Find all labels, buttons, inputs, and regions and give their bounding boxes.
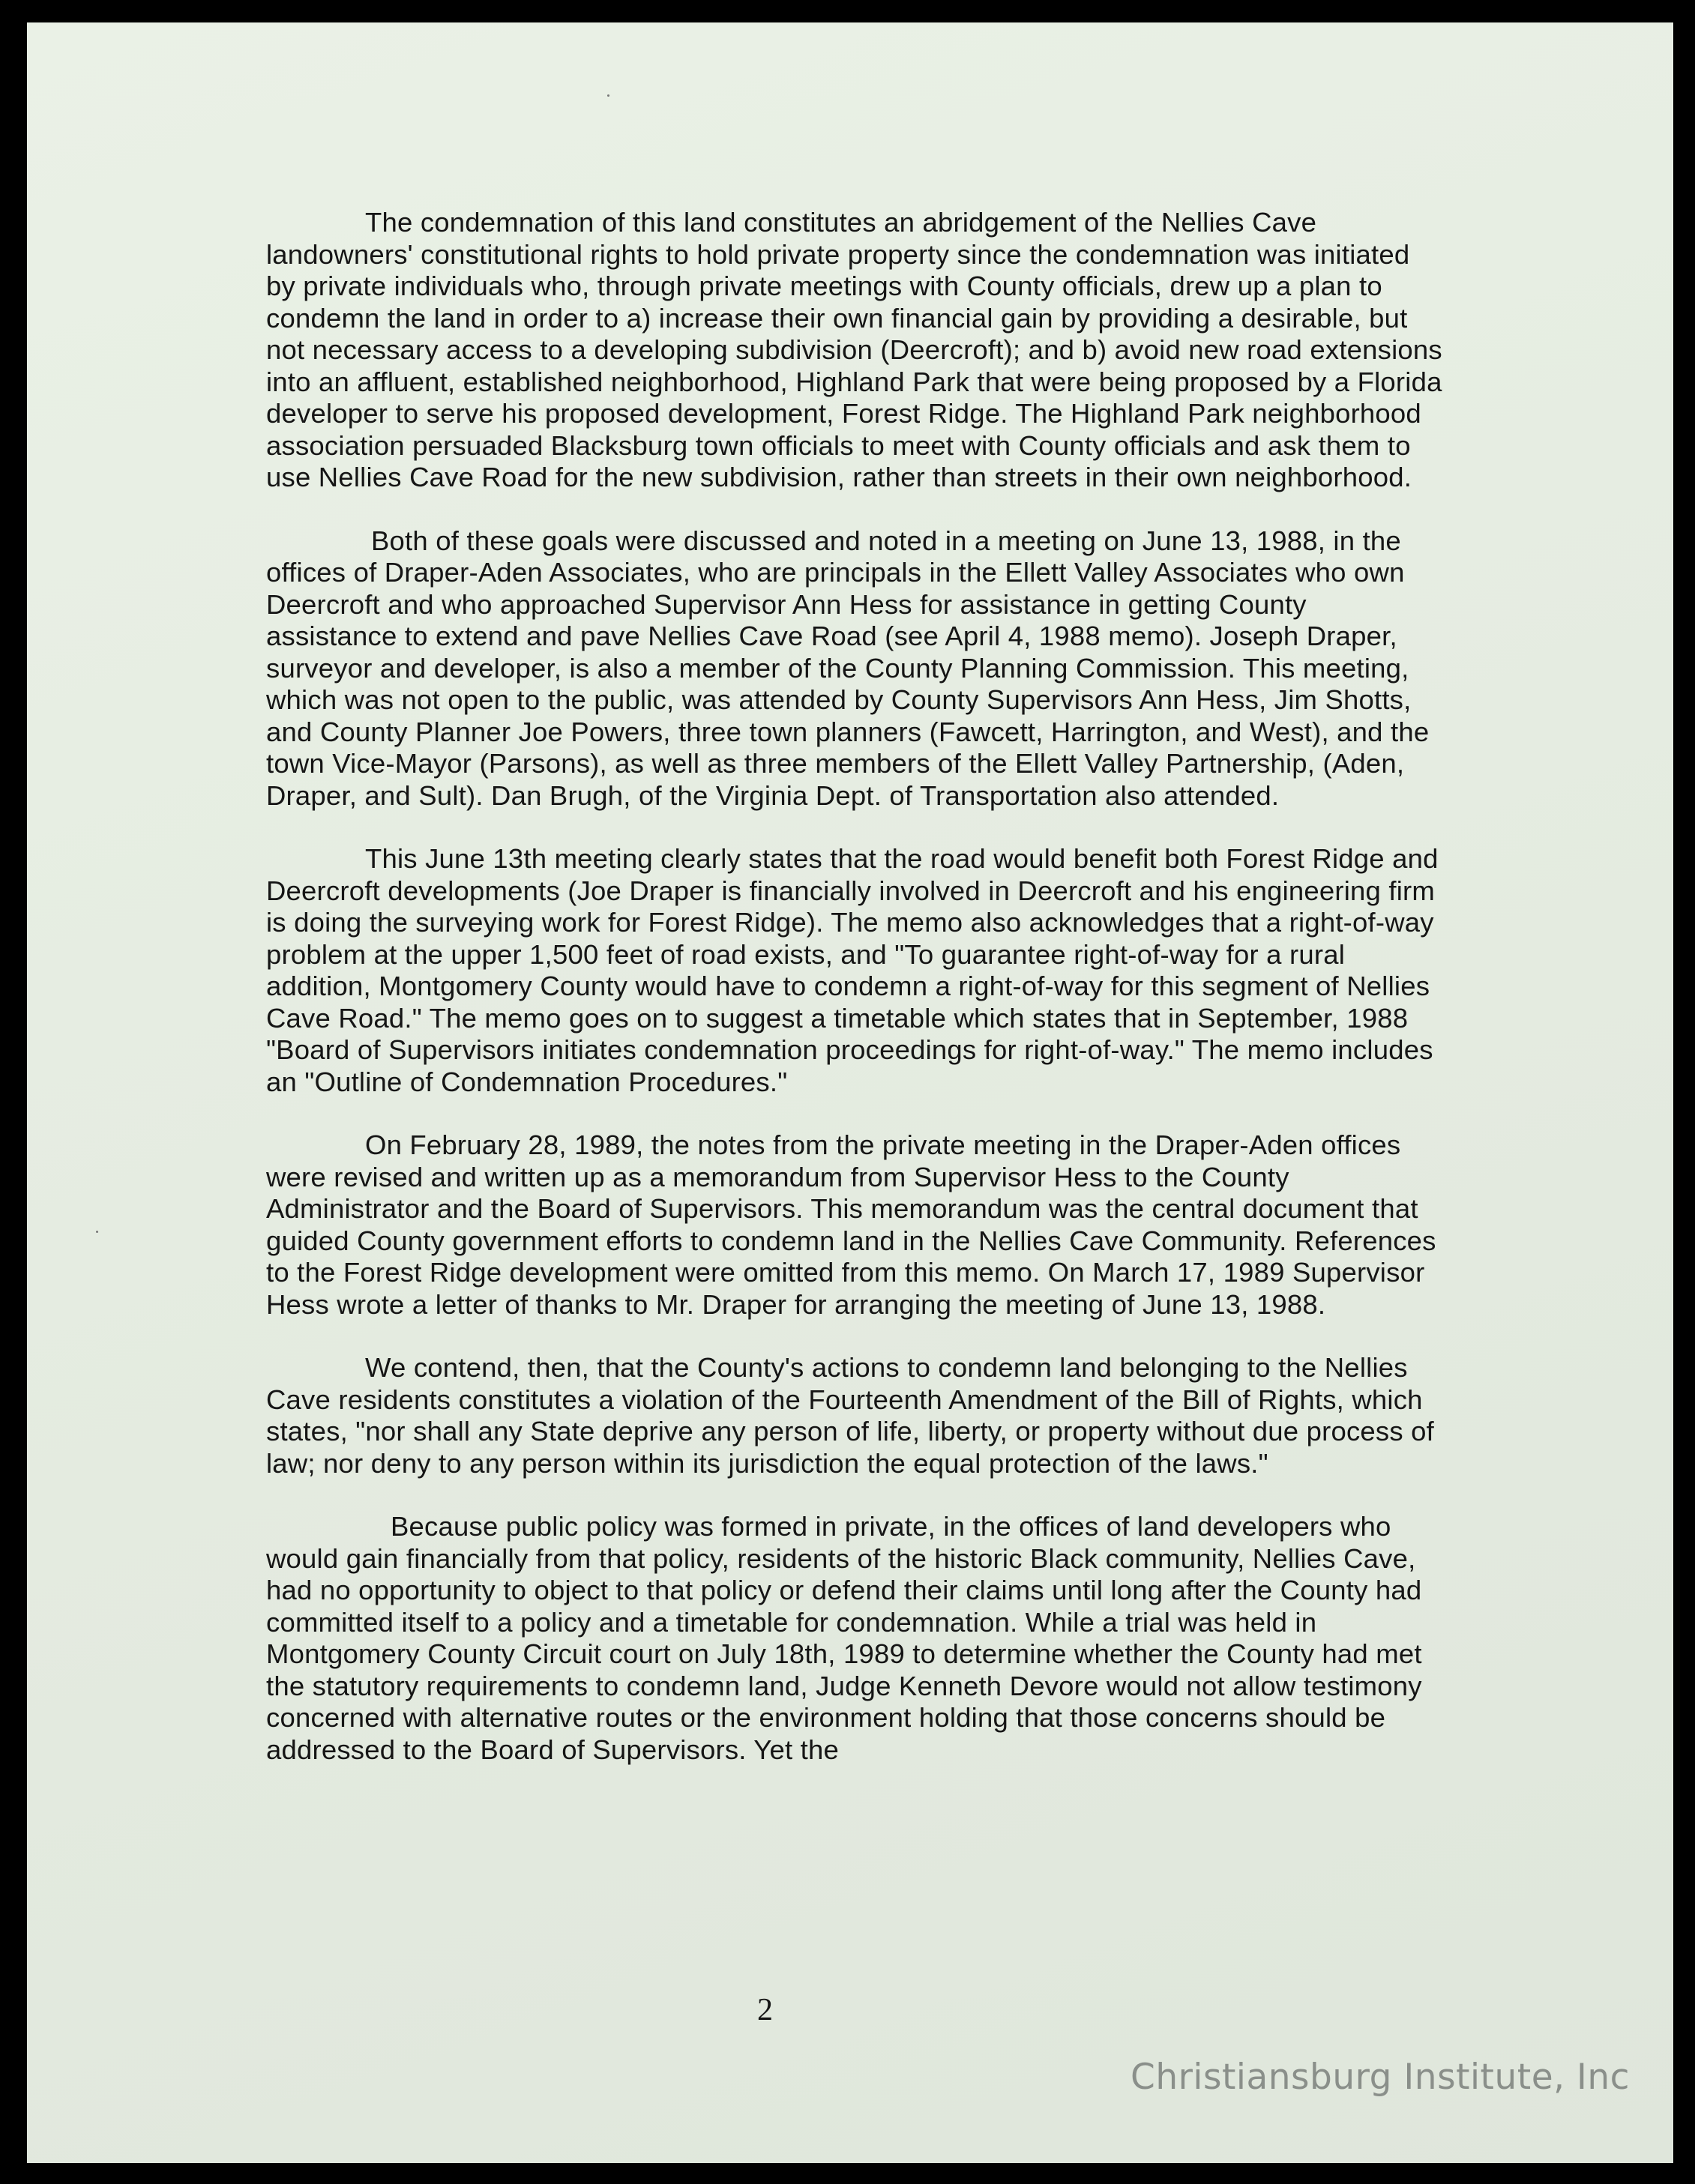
paragraph-public-policy: Because public policy was formed in private, in the offices of land developers who would gain financially from that policy, residents of the historic Black community, Nellies Cave, had no opportunity to object to that policy or defend their claims until long after the County had committed itself to a policy and a timetable for condemnation. While a trial was held in Montgomery County Circuit court on July 18th, 1989 to determine whether the County had met the statutory requirements to condemn land, Judge Kenneth Devore would not allow testimony concerned with alternative routes or the environment holding that those concerns should be addressed to the Board of Supervisors. Yet the bbox=[266, 1511, 1422, 1765]
watermark: Christiansburg Institute, Inc bbox=[1130, 2057, 1630, 2098]
page-number: 2 bbox=[757, 1993, 773, 2027]
paragraph-fourteenth-amendment: We contend, then, that the County's actions to condemn land belonging to the Nellies Cave residents constitutes a violation of the Fourteenth Amendment of the Bill of Rights, which states, "nor shall any State deprive any person of life, liberty, or property without due process of law; nor deny to any person within its jurisdiction the equal protection of the laws." bbox=[266, 1352, 1434, 1479]
paragraph-june-meeting: Both of these goals were discussed and noted in a meeting on June 13, 1988, in the offices of Draper-Aden Associates, who are principals in the Ellett Valley Associates who own Deercroft and who approached Supervisor Ann Hess for assistance in getting County assistance to extend and pave Nellies Cave Road (see April 4, 1988 memo). Joseph Draper, surveyor and developer, is also a member of the County Planning Commission. This meeting, which was not open to the public, was attended by County Supervisors Ann Hess, Jim Shotts, and County Planner Joe Powers, three town planners (Fawcett, Harrington, and West), and the town Vice-Mayor (Parsons), as well as three members of the Ellett Valley Partnership, (Aden, Draper, and Sult). Dan Brugh, of the Virginia Dept. of Transportation also attended. bbox=[266, 525, 1430, 811]
paragraph-condemnation: The condemnation of this land constitutes an abridgement of the Nellies Cave landowners' constitutional rights to hold private property since the condemnation was initiated by private individuals who, through private meetings with County officials, drew up a plan to condemn the land in order to a) increase their own financial gain by providing a desirable, but not necessary access to a developing subdivision (Deercroft); and b) avoid new road extensions into an affluent, established neighborhood, Highland Park that were being proposed by a Florida developer to serve his proposed development, Forest Ridge. The Highland Park neighborhood association persuaded Blacksburg town officials to meet with County officials and ask them to use Nellies Cave Road for the new subdivision, rather than streets in their own neighborhood. bbox=[266, 207, 1442, 492]
paragraph-june-13th-memo: This June 13th meeting clearly states that the road would benefit both Forest Ridge and Deercroft developments (Joe Draper is financially involved in Deercroft and his engineering firm is doing the surveying work for Forest Ridge). The memo also acknowledges that a right-of-way problem at the upper 1,500 feet of road exists, and "To guarantee right-of-way for a rural addition, Montgomery County would have to condemn a right-of-way for this segment of Nellies Cave Road." The memo goes on to suggest a timetable which states that in September, 1988 "Board of Supervisors initiates condemnation proceedings for right-of-way." The memo includes an "Outline of Condemnation Procedures." bbox=[266, 843, 1439, 1097]
paper-speck bbox=[607, 94, 609, 97]
paragraph-february-memorandum: On February 28, 1989, the notes from the private meeting in the Draper-Aden offices were revised and written up as a memorandum from Supervisor Hess to the County Administrator and the Board of Supervisors. This memorandum was the central document that guided County government efforts to condemn land in the Nellies Cave Community. References to the Forest Ridge development were omitted from this memo. On March 17, 1989 Supervisor Hess wrote a letter of thanks to Mr. Draper for arranging the meeting of June 13, 1988. bbox=[266, 1129, 1436, 1320]
paper-speck bbox=[96, 1231, 98, 1233]
document-body bbox=[266, 207, 1443, 1797]
